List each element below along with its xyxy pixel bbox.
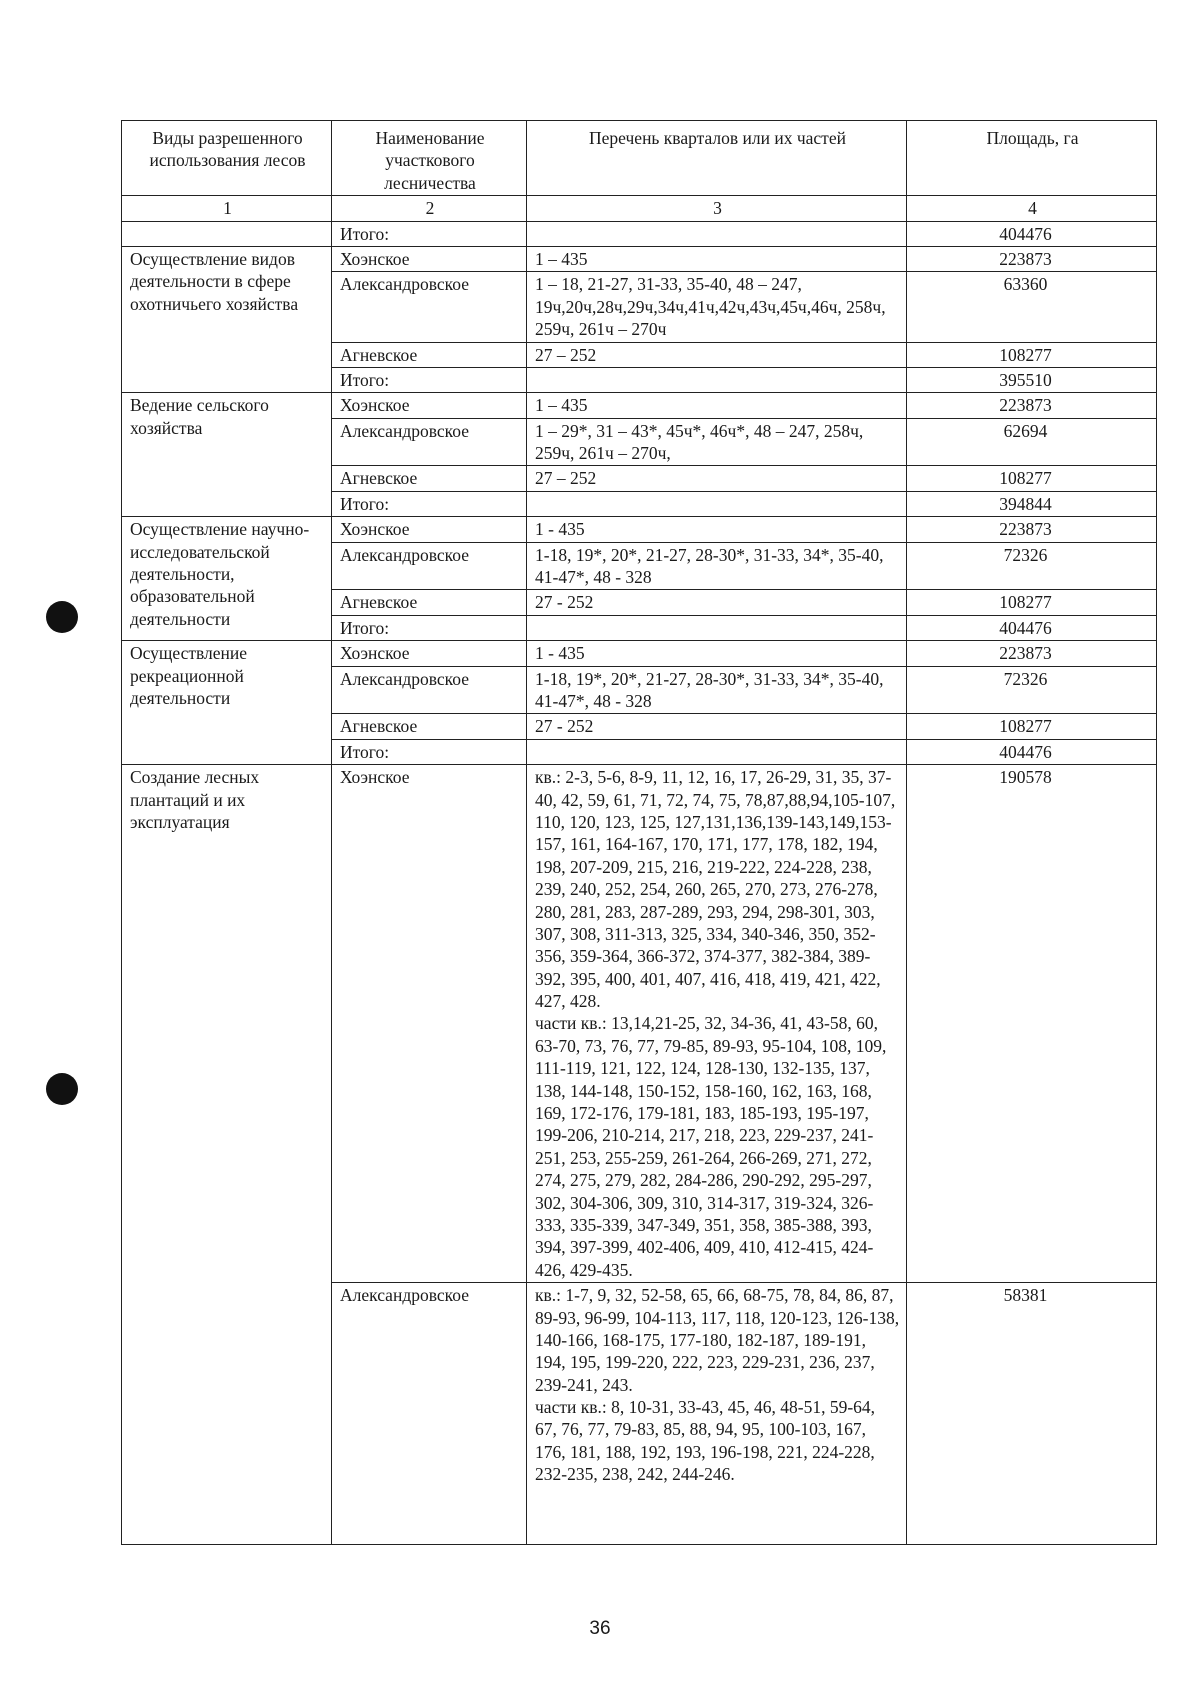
- table-row: [122, 641, 1157, 666]
- area-value: 394844: [907, 491, 1157, 516]
- forest-use-table: [121, 120, 1157, 1545]
- quarters-list: кв.: 1-7, 9, 32, 52-58, 65, 66, 68-75, 78, 84, 86, 87, 89-93, 96-99, 104-113, 117, 118, 120-123, 126-138, 140-166, 168-175, 177-180, 182-187, 189-191, 194, 195, 199-220, 222, 223, 229-231, 236, 237, 239-241, 243. части кв.: 8, 10-31, 33-43, 45, 46, 48-51, 59-64, 67, 76, 77, 79-83, 85, 88, 94, 95, 100-103, 167, 176, 181, 188, 192, 193, 196-198, 221, 224-228, 232-235, 238, 242, 244-246.: [527, 1283, 907, 1545]
- total-label: Итого:: [332, 367, 527, 392]
- area-value: 72326: [907, 666, 1157, 714]
- header-quarters: Перечень кварталов или их частей: [527, 121, 907, 196]
- forestry-name: Хоэнское: [332, 393, 527, 418]
- area-value: 108277: [907, 590, 1157, 615]
- punch-hole-bottom: [46, 1073, 78, 1105]
- area-value: 404476: [907, 615, 1157, 640]
- quarters-list: 27 – 252: [527, 342, 907, 367]
- quarters-list: 27 – 252: [527, 466, 907, 491]
- quarters-list: 27 - 252: [527, 714, 907, 739]
- top-total-row: [122, 221, 1157, 246]
- table-row: [122, 517, 1157, 542]
- punch-hole-top: [46, 601, 78, 633]
- quarters-list: [527, 367, 907, 392]
- forestry-name: Агневское: [332, 342, 527, 367]
- table-row: [122, 765, 1157, 1283]
- top-total-empty: [122, 221, 332, 246]
- col-number-4: 4: [907, 196, 1157, 221]
- area-value: 223873: [907, 641, 1157, 666]
- area-value: 395510: [907, 367, 1157, 392]
- forestry-name: Хоэнское: [332, 246, 527, 271]
- area-value: 63360: [907, 272, 1157, 342]
- forestry-name: Агневское: [332, 466, 527, 491]
- col-number-2: 2: [332, 196, 527, 221]
- quarters-list: [527, 739, 907, 764]
- top-total-area: 404476: [907, 221, 1157, 246]
- quarters-list: 1 – 435: [527, 393, 907, 418]
- area-value: 62694: [907, 418, 1157, 466]
- quarters-list: [527, 615, 907, 640]
- quarters-list: 1-18, 19*, 20*, 21-27, 28-30*, 31-33, 34*, 35-40, 41-47*, 48 - 328: [527, 542, 907, 590]
- use-type-recreation: Осуществление рекреационной деятельности: [122, 641, 332, 765]
- area-value: 108277: [907, 466, 1157, 491]
- header-use-type: Виды разрешенного использования лесов: [122, 121, 332, 196]
- quarters-list: 1-18, 19*, 20*, 21-27, 28-30*, 31-33, 34*, 35-40, 41-47*, 48 - 328: [527, 666, 907, 714]
- header-area: Площадь, га: [907, 121, 1157, 196]
- forestry-name: Александровское: [332, 272, 527, 342]
- table-row: [122, 393, 1157, 418]
- total-label: Итого:: [332, 739, 527, 764]
- forestry-name: Агневское: [332, 714, 527, 739]
- use-type-agriculture: Ведение сельского хозяйства: [122, 393, 332, 517]
- top-total-quarters: [527, 221, 907, 246]
- use-type-hunting: Осуществление видов деятельности в сфере охотничьего хозяйства: [122, 246, 332, 392]
- quarters-list: кв.: 2-3, 5-6, 8-9, 11, 12, 16, 17, 26-29, 31, 35, 37-40, 42, 59, 61, 71, 72, 74, 75, 78,87,88,94,105-107, 110, 120, 123, 125, 127,131,136,139-143,149,153-157, 161, 164-167, 170, 171, 177, 178, 182, 194, 198, 207-209, 215, 216, 219-222, 224-228, 238, 239, 240, 252, 254, 260, 265, 270, 273, 276-278, 280, 281, 283, 287-289, 293, 294, 298-301, 303, 307, 308, 311-313, 325, 334, 340-346, 350, 352-356, 359-364, 366-372, 374-377, 382-384, 389-392, 395, 400, 401, 407, 416, 418, 419, 421, 422, 427, 428. части кв.: 13,14,21-25, 32, 34-36, 41, 43-58, 60, 63-70, 73, 76, 77, 79-85, 89-93, 95-104, 108, 109, 111-119, 121, 122, 124, 128-130, 132-135, 137, 138, 144-148, 150-152, 158-160, 162, 163, 168, 169, 172-176, 179-181, 183, 185-193, 195-197, 199-206, 210-214, 217, 218, 223, 229-237, 241-251, 253, 255-259, 261-264, 266-269, 271, 272, 274, 275, 279, 282, 284-286, 290-292, 295-297, 302, 304-306, 309, 310, 314-317, 319-324, 326-333, 335-339, 347-349, 351, 358, 385-388, 393, 394, 397-399, 402-406, 409, 410, 412-415, 424-426, 429-435.: [527, 765, 907, 1283]
- area-value: 223873: [907, 517, 1157, 542]
- col-number-1: 1: [122, 196, 332, 221]
- col-number-3: 3: [527, 196, 907, 221]
- area-value: 58381: [907, 1283, 1157, 1545]
- quarters-list: 1 – 18, 21-27, 31-33, 35-40, 48 – 247, 19ч,20ч,28ч,29ч,34ч,41ч,42ч,43ч,45ч,46ч, 258ч, 259ч, 261ч – 270ч: [527, 272, 907, 342]
- area-value: 223873: [907, 393, 1157, 418]
- top-total-label: Итого:: [332, 221, 527, 246]
- area-value: 223873: [907, 246, 1157, 271]
- forestry-name: Александровское: [332, 1283, 527, 1545]
- column-number-row: [122, 196, 1157, 221]
- area-value: 404476: [907, 739, 1157, 764]
- area-value: 108277: [907, 342, 1157, 367]
- area-value: 72326: [907, 542, 1157, 590]
- total-label: Итого:: [332, 615, 527, 640]
- use-type-research: Осуществление научно-исследовательской деятельности, образовательной деятельности: [122, 517, 332, 641]
- page-number: 36: [589, 1618, 611, 1639]
- quarters-list: 27 - 252: [527, 590, 907, 615]
- forestry-name: Хоэнское: [332, 517, 527, 542]
- total-label: Итого:: [332, 491, 527, 516]
- header-row: [122, 121, 1157, 196]
- quarters-list: [527, 491, 907, 516]
- forestry-name: Александровское: [332, 542, 527, 590]
- area-value: 190578: [907, 765, 1157, 1283]
- forestry-name: Хоэнское: [332, 641, 527, 666]
- quarters-list: 1 – 29*, 31 – 43*, 45ч*, 46ч*, 48 – 247, 258ч, 259ч, 261ч – 270ч,: [527, 418, 907, 466]
- quarters-list: 1 - 435: [527, 517, 907, 542]
- forestry-name: Александровское: [332, 418, 527, 466]
- forestry-name: Александровское: [332, 666, 527, 714]
- header-forestry: Наименование участкового лесничества: [332, 121, 527, 196]
- area-value: 108277: [907, 714, 1157, 739]
- quarters-list: 1 - 435: [527, 641, 907, 666]
- forestry-name: Хоэнское: [332, 765, 527, 1283]
- table-row: [122, 246, 1157, 271]
- quarters-list: 1 – 435: [527, 246, 907, 271]
- forestry-name: Агневское: [332, 590, 527, 615]
- use-type-plantations: Создание лесных плантаций и их эксплуатация: [122, 765, 332, 1545]
